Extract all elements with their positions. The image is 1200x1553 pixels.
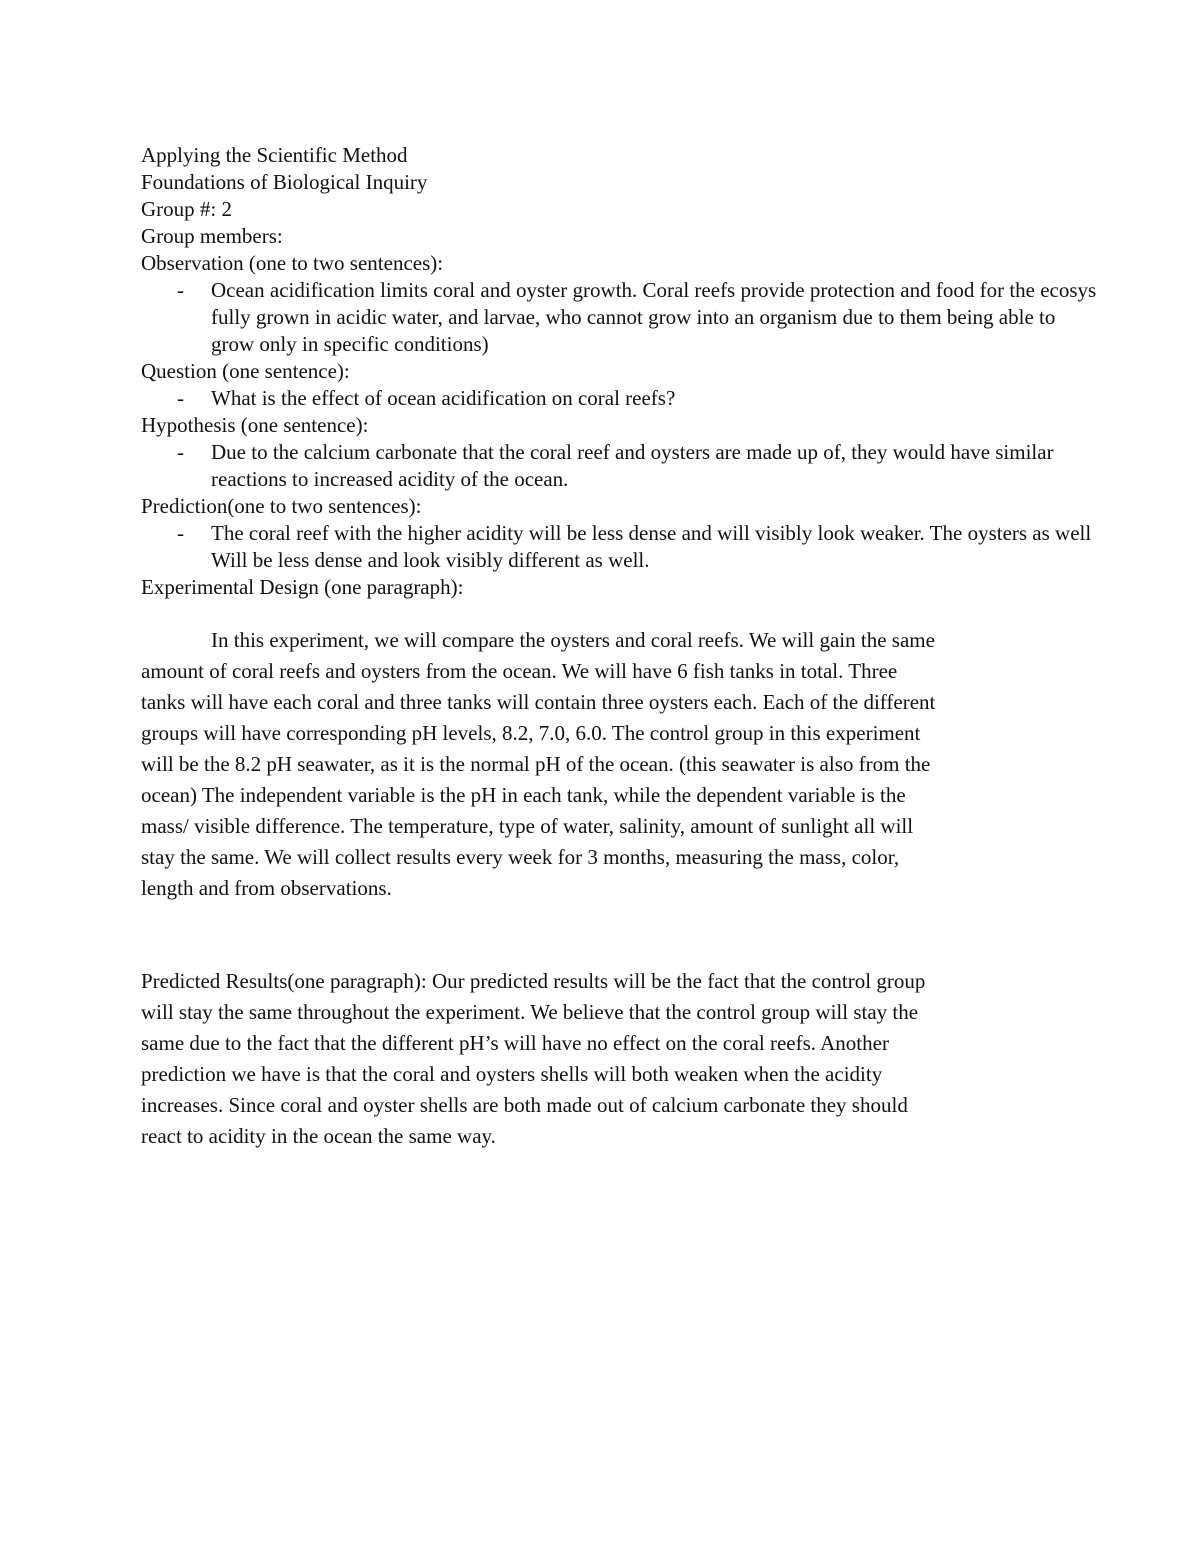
observation-line: grow only in specific conditions) <box>211 332 489 356</box>
hypothesis-bullet <box>141 439 1200 493</box>
paragraph-line: react to acidity in the ocean the same way. <box>141 1124 496 1148</box>
paragraph-line: mass/ visible difference. The temperature, type of water, salinity, amount of sunlight all will <box>141 814 914 838</box>
predicted-results-paragraph <box>141 966 1031 1152</box>
hypothesis-label: Hypothesis (one sentence): <box>141 413 369 437</box>
question-line: What is the effect of ocean acidification on coral reefs? <box>211 386 676 410</box>
experimental-design-label: Experimental Design (one paragraph): <box>141 575 464 599</box>
bullet-dash: - <box>177 521 184 545</box>
paragraph-line: In this experiment, we will compare the oysters and coral reefs. We will gain the same <box>211 628 935 652</box>
paragraph-line: ocean) The independent variable is the pH in each tank, while the dependent variable is the <box>141 783 906 807</box>
bullet-dash: - <box>177 278 184 302</box>
spacer <box>141 904 1200 966</box>
hypothesis-line: reactions to increased acidity of the ocean. <box>211 467 569 491</box>
group-members-label: Group members: <box>141 224 283 248</box>
paragraph-line: will stay the same throughout the experiment. We believe that the control group will stay the <box>141 1000 919 1024</box>
course-name: Foundations of Biological Inquiry <box>141 170 428 194</box>
observation-line: fully grown in acidic water, and larvae, who cannot grow into an organism due to them being able to <box>211 305 1056 329</box>
paragraph-line: groups will have corresponding pH levels, 8.2, 7.0, 6.0. The control group in this experiment <box>141 721 921 745</box>
observation-line: Ocean acidification limits coral and oyster growth. Coral reefs provide protection and food for the ecosys <box>211 278 1097 302</box>
prediction-label: Prediction(one to two sentences): <box>141 494 422 518</box>
paragraph-line: prediction we have is that the coral and oysters shells will both weaken when the acidity <box>141 1062 883 1086</box>
document-title: Applying the Scientific Method <box>141 143 408 167</box>
bullet-dash: - <box>177 386 184 410</box>
paragraph-line: will be the 8.2 pH seawater, as it is the normal pH of the ocean. (this seawater is also from the <box>141 752 931 776</box>
observation-label: Observation (one to two sentences): <box>141 251 444 275</box>
paragraph-line: tanks will have each coral and three tanks will contain three oysters each. Each of the different <box>141 690 936 714</box>
question-bullet <box>141 385 1200 412</box>
document-content <box>141 142 1200 1152</box>
prediction-bullet <box>141 520 1200 574</box>
experimental-design-paragraph <box>141 625 1031 904</box>
spacer <box>141 601 1200 625</box>
paragraph-line: length and from observations. <box>141 876 392 900</box>
prediction-line: The coral reef with the higher acidity will be less dense and will visibly look weaker. The oysters as well <box>211 521 1092 545</box>
prediction-line: Will be less dense and look visibly different as well. <box>211 548 650 572</box>
hypothesis-line: Due to the calcium carbonate that the coral reef and oysters are made up of, they would have similar <box>211 440 1054 464</box>
group-number: Group #: 2 <box>141 197 232 221</box>
observation-bullet <box>141 277 1200 358</box>
question-label: Question (one sentence): <box>141 359 350 383</box>
paragraph-line: increases. Since coral and oyster shells are both made out of calcium carbonate they should <box>141 1093 908 1117</box>
paragraph-line: amount of coral reefs and oysters from the ocean. We will have 6 fish tanks in total. Three <box>141 659 898 683</box>
paragraph-line: stay the same. We will collect results every week for 3 months, measuring the mass, color, <box>141 845 900 869</box>
bullet-dash: - <box>177 440 184 464</box>
paragraph-line: same due to the fact that the different pH’s will have no effect on the coral reefs. Another <box>141 1031 889 1055</box>
paragraph-line: Predicted Results(one paragraph): Our predicted results will be the fact that the control group <box>141 969 926 993</box>
